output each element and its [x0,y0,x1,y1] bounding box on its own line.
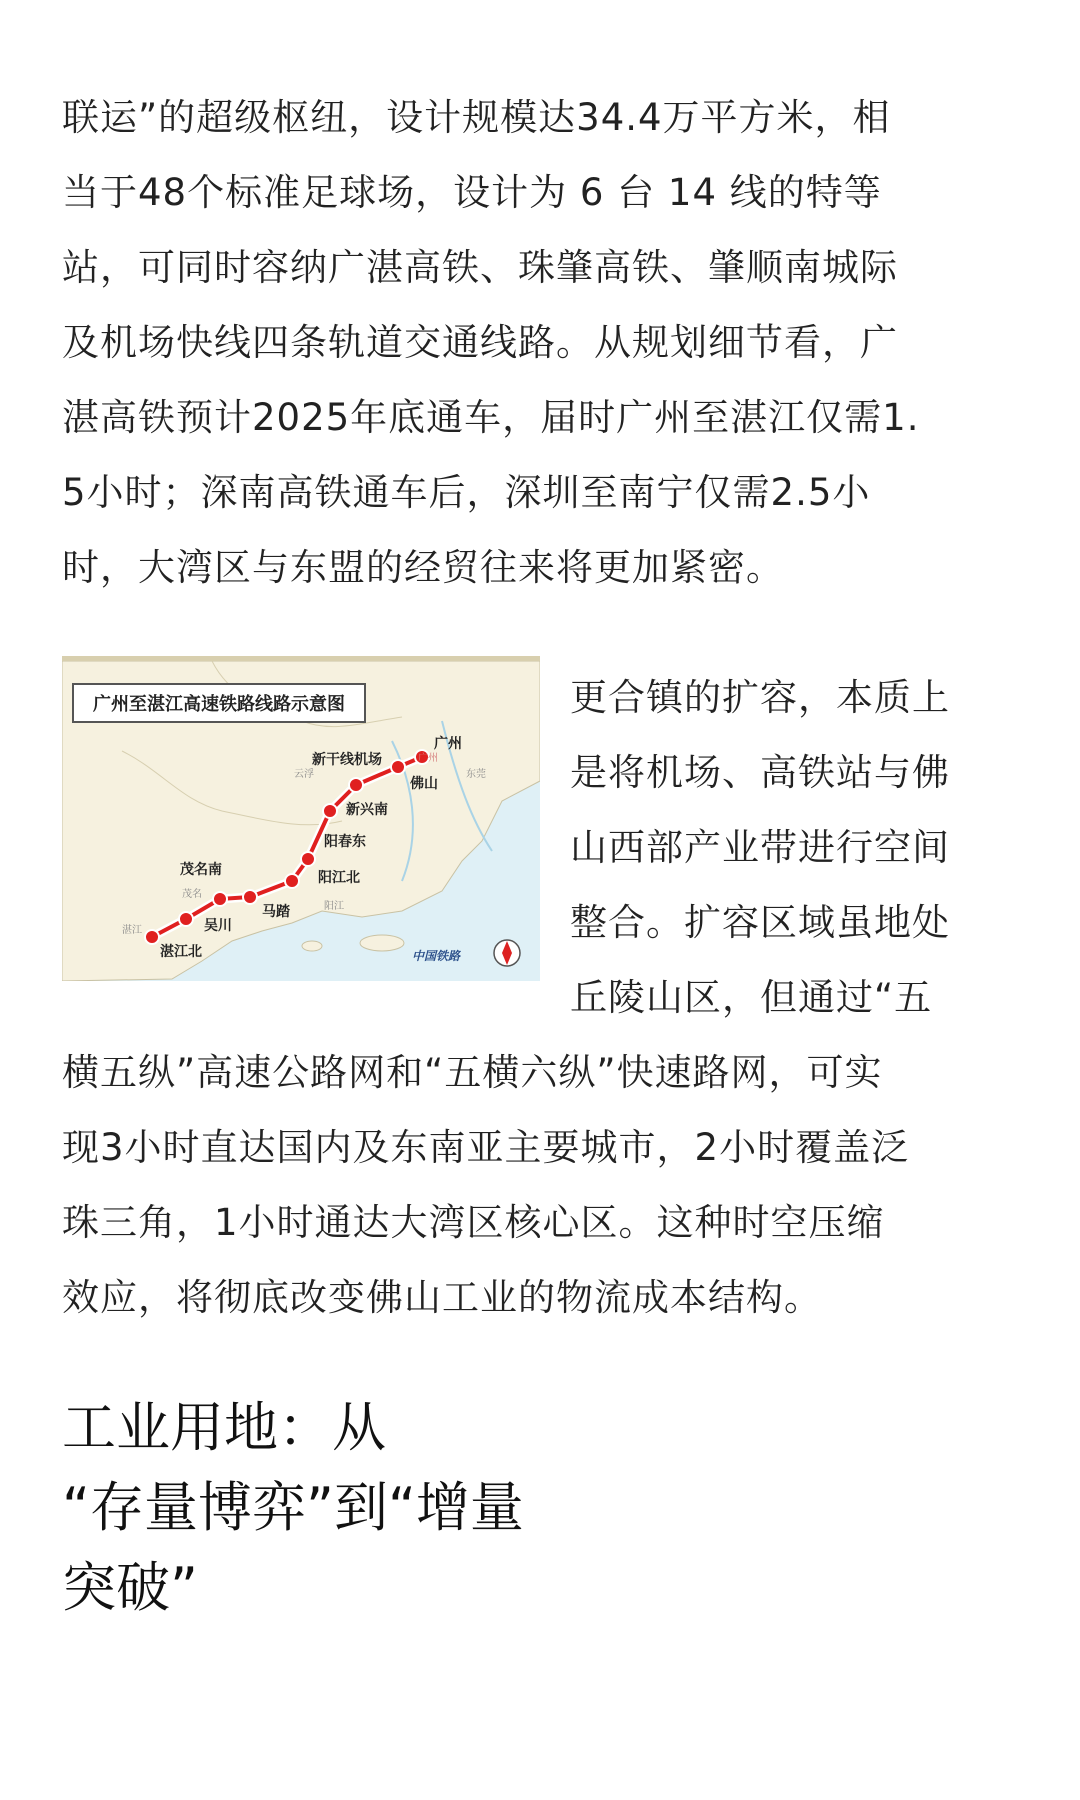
text-line: 效应，将彻底改变佛山工业的物流成本结构。 [62,1276,822,1319]
text-line: 当于48个标准足球场，设计为 6 台 14 线的特等 [62,171,882,214]
heading-line: “存量博弈”到“增量 [62,1476,524,1539]
text-line: 丘陵山区，但通过“五 [570,976,933,1019]
city-label-dongguan: 东莞 [466,769,486,780]
text-line: 5小时；深南高铁通车后，深圳至南宁仅需2.5小 [62,471,871,514]
text-line: 现3小时直达国内及东南亚主要城市，2小时覆盖泛 [62,1126,910,1169]
station-label-wuchuan: 吴川 [204,918,232,934]
text-line: 整合。扩容区域虽地处 [570,901,950,944]
text-line: 山西部产业带进行空间 [570,826,950,869]
station-label-yangchundong: 阳春东 [324,834,366,850]
text-line: 珠三角，1小时通达大湾区核心区。这种时空压缩 [62,1201,885,1244]
station-label-xinxingnan: 新兴南 [346,802,388,818]
paragraph-2 [0,660,1080,1335]
china-railway-logo: 中国铁路 [412,949,461,963]
station-label-yangjiangbei: 阳江北 [318,870,360,886]
text-line: 联运”的超级枢纽，设计规模达34.4万平方米，相 [62,96,891,139]
station-label-malu: 马踏 [262,904,290,920]
city-label-zhanjiang: 湛江 [122,925,142,936]
station-label-airport: 新干线机场 [312,752,382,768]
station-label-guangzhou: 广州 [434,736,462,752]
station-label-zhanjiangbei: 湛江北 [160,944,202,960]
city-label-yunfu: 云浮 [294,769,314,780]
heading-line: 工业用地：从 [62,1396,386,1459]
section-heading [62,1388,524,1628]
station-label-maomingnan: 茂名南 [180,862,222,878]
text-line: 横五纵”高速公路网和“五横六纵”快速路网，可实 [62,1051,883,1094]
text-line: 站，可同时容纳广湛高铁、珠肇高铁、肇顺南城际 [62,246,898,289]
text-line: 是将机场、高铁站与佛 [570,751,950,794]
text-line: 更合镇的扩容，本质上 [570,676,950,719]
text-line: 时，大湾区与东盟的经贸往来将更加紧密。 [62,546,784,589]
text-line: 湛高铁预计2025年底通车，届时广州至湛江仅需1. [62,396,920,439]
paragraph-1 [62,80,1022,605]
city-label-guangzhou-small: 广州 [418,753,438,764]
city-label-maoming: 茂名 [182,889,202,900]
text-line: 及机场快线四条轨道交通线路。从规划细节看，广 [62,321,898,364]
station-label-foshan: 佛山 [410,776,438,792]
heading-line: 突破” [62,1556,198,1619]
map-title: 广州至湛江高速铁路线路示意图 [72,683,366,723]
city-label-yangjiang: 阳江 [324,901,344,912]
